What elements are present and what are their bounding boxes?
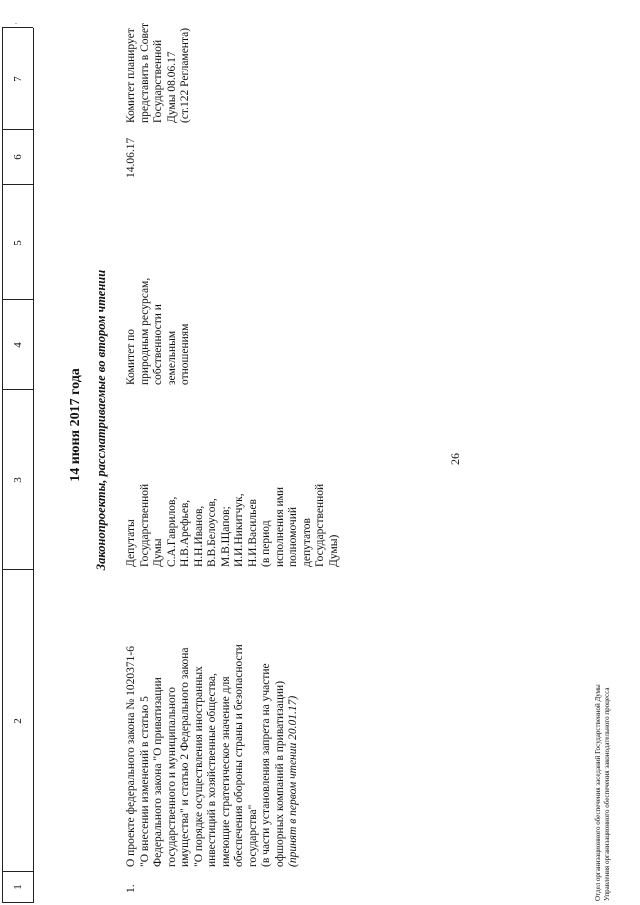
- hearing-date: 14.06.17: [125, 137, 137, 178]
- table-top-border: [2, 28, 3, 903]
- column-number: 5: [12, 240, 24, 246]
- table-header-bottom-border: [33, 28, 34, 903]
- date-heading: 14 июня 2017 года: [68, 368, 83, 482]
- column-number: 4: [12, 342, 24, 348]
- item-number: 1.: [125, 884, 137, 893]
- column-divider: [2, 871, 33, 872]
- bill-title-cell: [125, 622, 301, 867]
- column-number: 2: [12, 718, 24, 724]
- column-number: 7: [12, 76, 24, 82]
- column-divider: [2, 184, 33, 185]
- column-divider: [2, 569, 33, 570]
- column-divider: [2, 389, 33, 390]
- page-number: 26: [448, 453, 462, 465]
- margin-mark: ·: [12, 22, 21, 25]
- column-divider: [2, 129, 33, 130]
- responsible-committee: Комитет по природным ресурсам, собственности и земельным отношениям: [125, 277, 191, 385]
- column-number: 1: [12, 884, 24, 890]
- first-reading-note: (принят в первом чтении 20.01.17): [287, 695, 299, 867]
- column-divider: [2, 902, 33, 903]
- bill-title: О проекте федерального закона № 1020371-6 "О внесении изменений в статью 5 Федерального закона "О приватизации государственного и муниципального имущества" и статью 2 Федерального закона "О порядке осуществления иностранных инвестиций в хозяйственные общества, имеющие стратегическое значение для обеспечения обороны страны и безопасности государства" (в части установления запрета на участие офшорных компаний в приватизации): [125, 644, 286, 867]
- column-number: 3: [12, 477, 24, 483]
- column-divider: [2, 299, 33, 300]
- footer-department: Отдел организационного обеспечения заседаний Государственной Думы Управления организационного обеспечения законодательного процесса: [594, 684, 611, 901]
- bill-sponsors: Депутаты Государственной Думы С.А.Гаврилов, Н.В.Арефьев, Н.Н.Иванов, В.В.Белоусов, М.В.Щапов; И.И.Никитчук, Н.И.Васильев (в период исполнения ими полномочий депутатов Государственной Думы): [125, 483, 340, 567]
- section-heading: Законопроекты, рассматриваемые во втором чтении: [94, 269, 108, 571]
- committee-plan-note: Комитет планирует представить в Совет Государственной Думы 08.06.17 (ст.122 Регламента): [125, 22, 191, 123]
- column-divider: [2, 27, 33, 28]
- column-number: 6: [12, 154, 24, 160]
